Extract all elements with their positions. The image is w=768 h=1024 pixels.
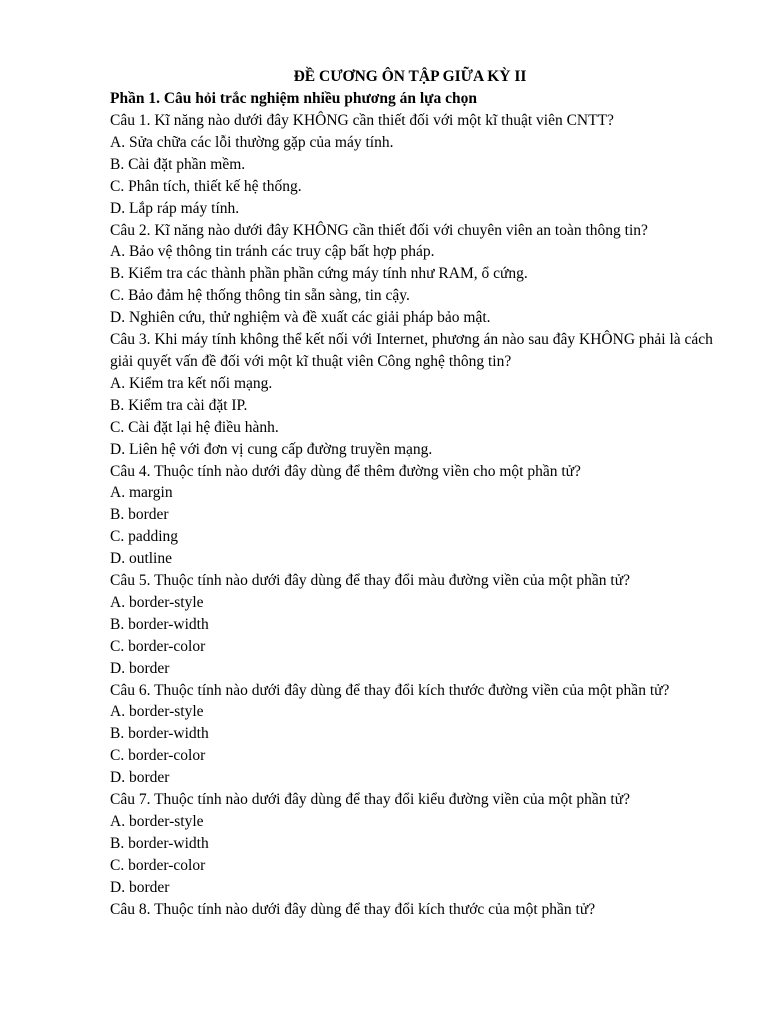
option-b: B. Cài đặt phần mềm. [110,155,246,173]
option-d: D. border [110,878,170,896]
option-b: B. Kiểm tra các thành phần phần cứng máy tính như RAM, ổ cứng. [110,265,528,283]
question-text: Câu 6. Thuộc tính nào dưới đây dùng để thay đổi kích thước đường viền của một phần tử? [110,681,670,699]
question-text: Câu 1. Kĩ năng nào dưới đây KHÔNG cần thiết đối với một kĩ thuật viên CNTT? [110,112,614,129]
option-b: B. Kiểm tra cài đặt IP. [110,396,248,414]
question-5 [110,570,730,680]
document-title: ĐỀ CƯƠNG ÔN TẬP GIỮA KỲ II [293,68,527,85]
option-c: C. border-color [110,637,206,655]
question-text: Câu 4. Thuộc tính nào dưới đây dùng để thêm đường viền cho một phần tử? [110,462,581,480]
option-a: A. border-style [110,703,204,721]
option-c: C. border-color [110,856,206,874]
option-a: A. border-style [110,813,204,830]
question-text: Câu 7. Thuộc tính nào dưới đây dùng để thay đổi kiểu đường viền của một phần tử? [110,791,630,809]
question-text: Câu 2. Kĩ năng nào dưới đây KHÔNG cần thiết đối với chuyên viên an toàn thông tin? [110,221,648,239]
option-d: D. Liên hệ với đơn vị cung cấp đường truyền mạng. [110,440,433,458]
option-a: A. border-style [110,593,204,611]
question-1 [110,110,730,220]
option-a: A. Kiểm tra kết nối mạng. [110,374,273,392]
option-c: C. Phân tích, thiết kế hệ thống. [110,177,302,195]
question-8 [110,899,730,921]
question-text: Câu 3. Khi máy tính không thể kết nối với Internet, phương án nào sau đây KHÔNG phải là cách giải quyết vấn đề đối với một kĩ thuật viên Công nghệ thông tin? [110,331,713,370]
option-b: B. border-width [110,615,209,633]
option-a: A. Bảo vệ thông tin tránh các truy cập bất hợp pháp. [110,243,435,261]
option-c: C. padding [110,528,179,546]
question-7 [110,789,730,899]
option-c: C. border-color [110,747,206,765]
option-b: B. border-width [110,725,209,743]
option-d: D. border [110,769,170,787]
option-b: B. border-width [110,834,209,852]
question-2 [110,220,730,330]
question-text: Câu 5. Thuộc tính nào dưới đây dùng để thay đổi màu đường viền của một phần tử? [110,572,630,590]
option-b: B. border [110,506,169,524]
question-text: Câu 8. Thuộc tính nào dưới đây dùng để thay đổi kích thước của một phần tử? [110,900,596,918]
option-d: D. border [110,659,170,677]
document-body [110,66,730,921]
question-6 [110,680,730,790]
option-c: C. Bảo đảm hệ thống thông tin sẵn sàng, tin cậy. [110,287,410,305]
option-d: D. Lắp ráp máy tính. [110,199,240,217]
question-3 [110,329,730,460]
option-d: D. outline [110,550,172,568]
option-a: A. Sửa chữa các lỗi thường gặp của máy tính. [110,133,394,151]
question-4 [110,461,730,571]
option-c: C. Cài đặt lại hệ điều hành. [110,418,279,436]
section-heading: Phần 1. Câu hỏi trắc nghiệm nhiều phương án lựa chọn [110,90,477,107]
option-d: D. Nghiên cứu, thử nghiệm và đề xuất các giải pháp bảo mật. [110,309,491,327]
option-a: A. margin [110,484,173,502]
